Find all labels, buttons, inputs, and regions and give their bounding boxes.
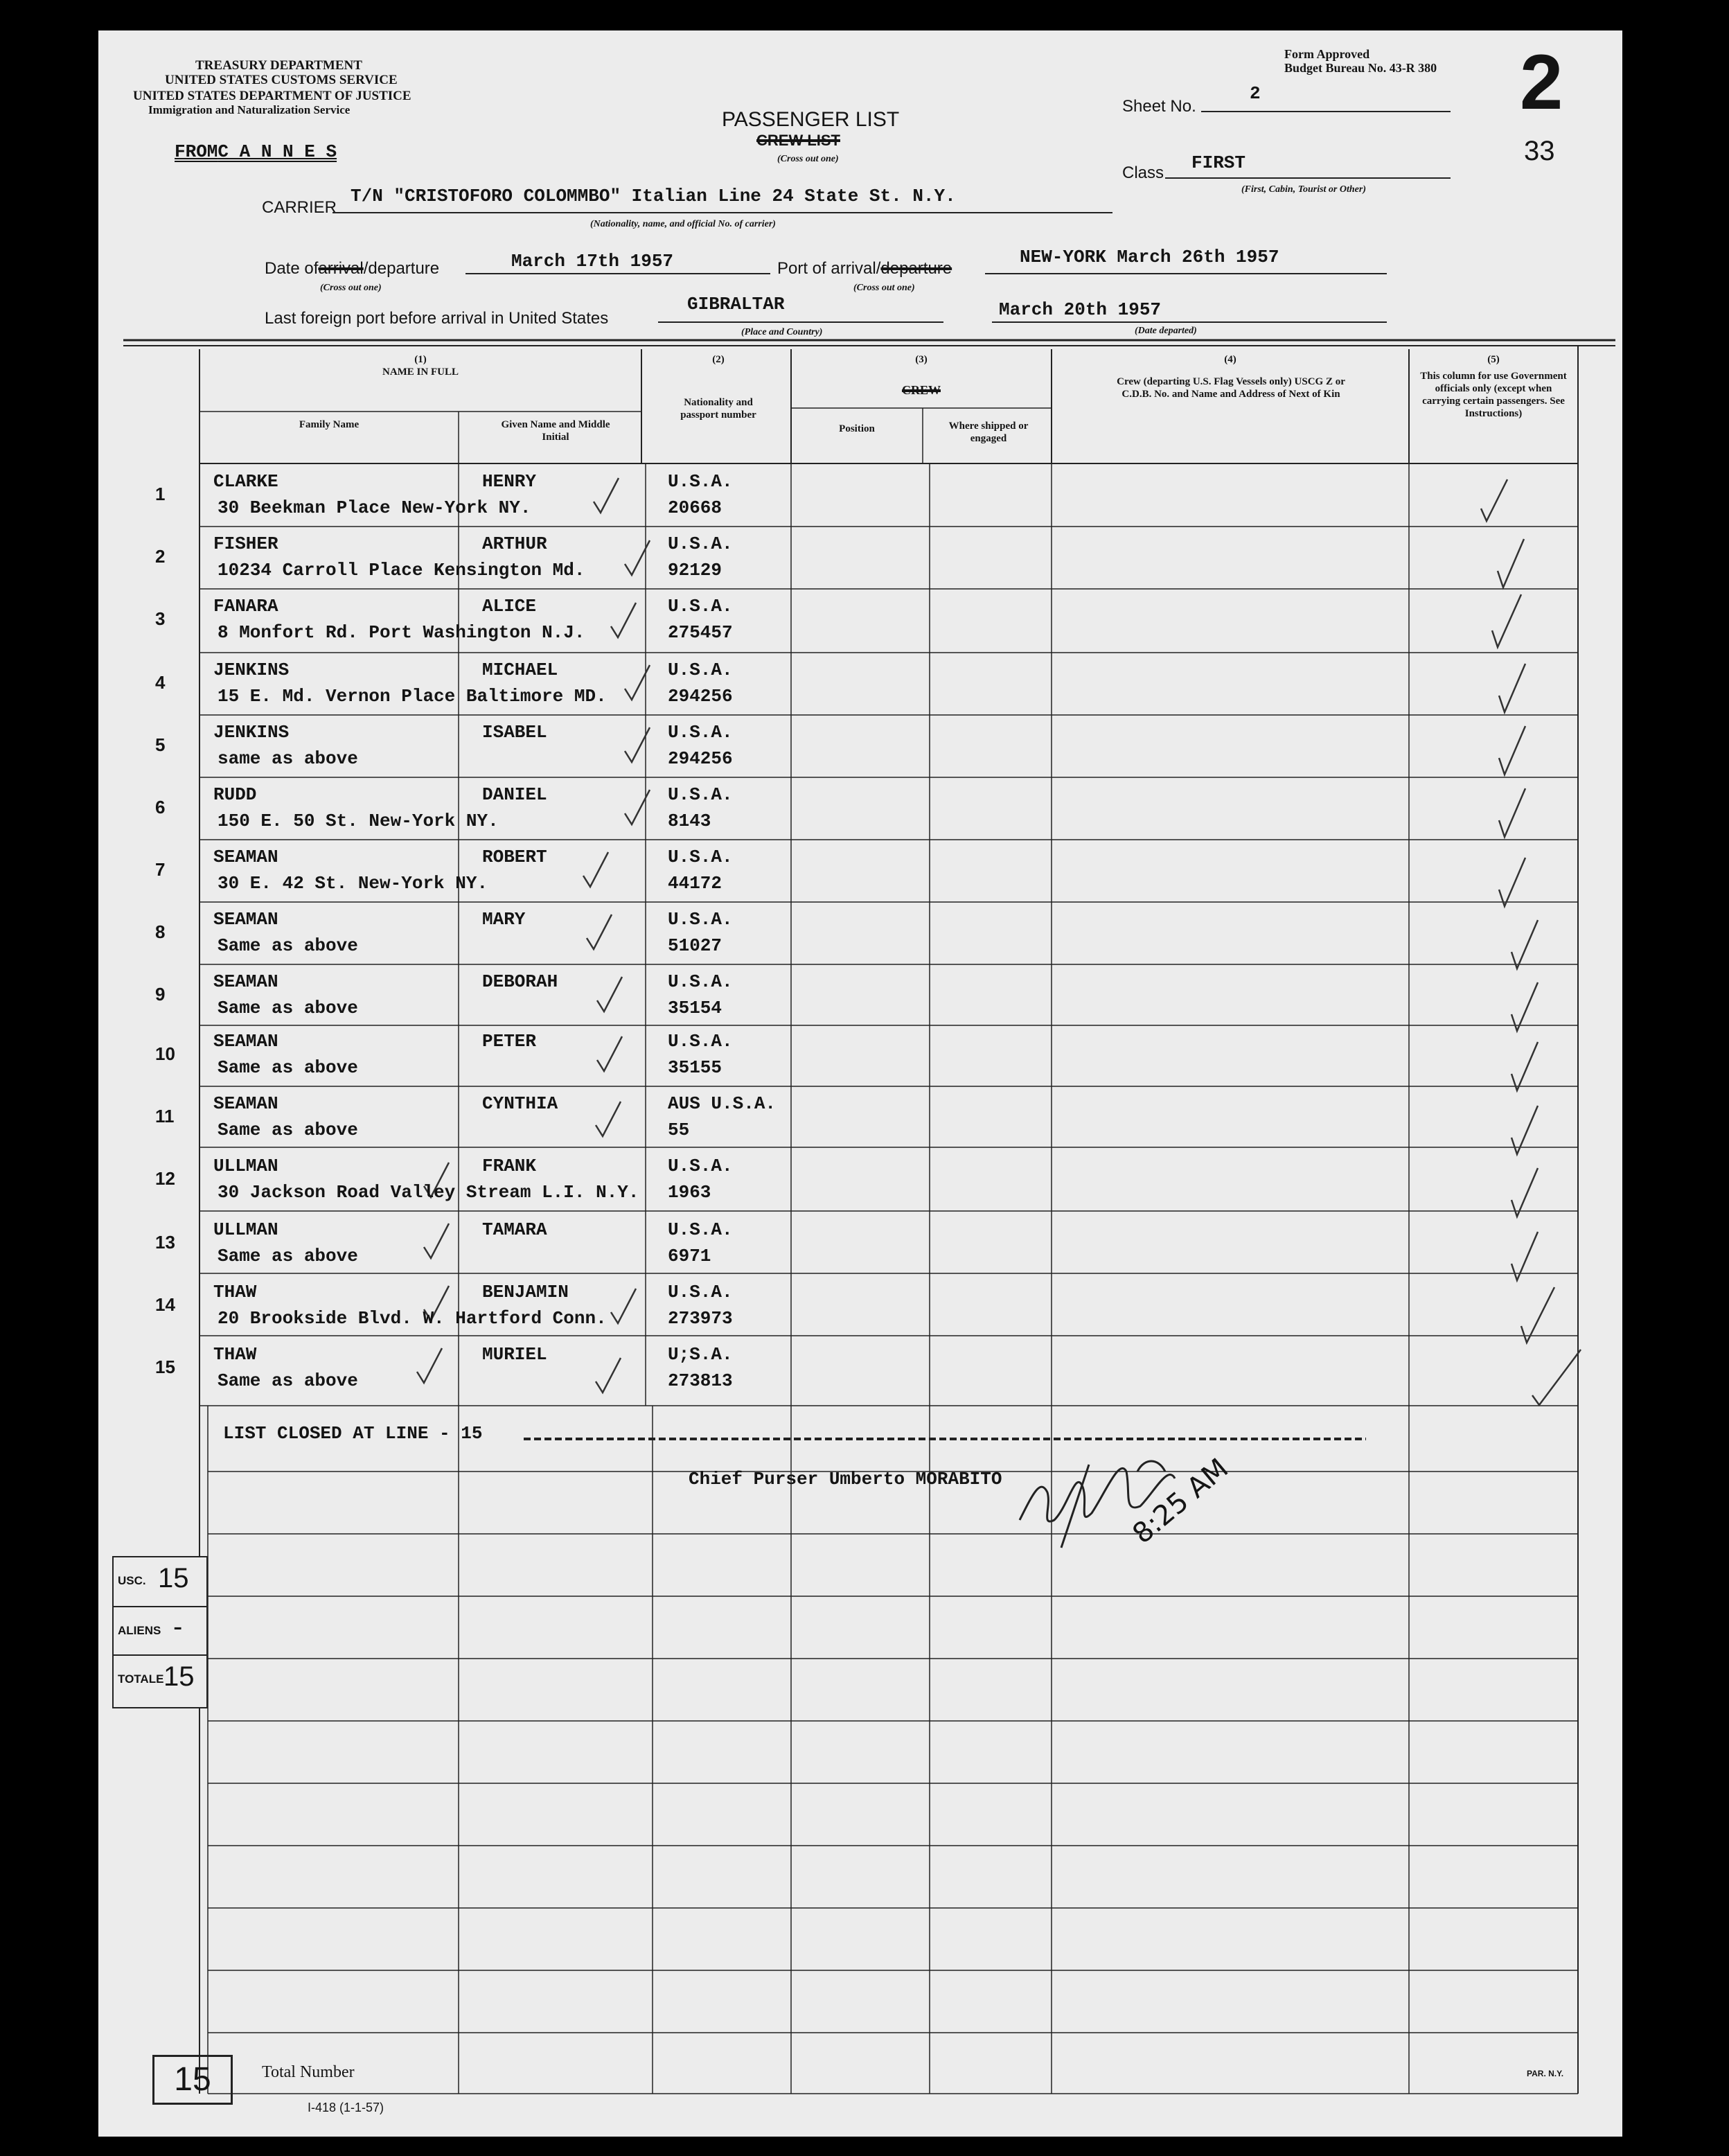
nationality: U.S.A. [668, 1031, 733, 1052]
class-label: Class [1122, 164, 1164, 182]
aliens-value: - [173, 1611, 183, 1642]
last-port-date: March 20th 1957 [999, 299, 1162, 320]
port-label-struck: departure [880, 259, 952, 278]
family-name: SEAMAN [213, 971, 278, 992]
passport-number: 51027 [668, 935, 722, 956]
given-name: ROBERT [482, 847, 547, 867]
passport-number: 55 [668, 1120, 690, 1140]
address: 10234 Carroll Place Kensington Md. [218, 560, 585, 581]
address: Same as above [218, 1370, 358, 1391]
passport-number: 1963 [668, 1182, 711, 1203]
usc-value: 15 [158, 1563, 189, 1593]
family-name: FISHER [213, 533, 278, 554]
port-label-a: Port of arrival/ [777, 259, 881, 278]
given-name: MICHAEL [482, 660, 558, 680]
address: 8 Monfort Rd. Port Washington N.J. [218, 622, 585, 643]
address: same as above [218, 748, 358, 769]
sheet-label: Sheet No. [1122, 97, 1196, 116]
nationality: U.S.A. [668, 596, 733, 617]
nationality: U.S.A. [668, 660, 733, 680]
address: Same as above [218, 1246, 358, 1266]
given-name: DANIEL [482, 784, 547, 805]
nationality: U.S.A. [668, 722, 733, 743]
family-name: FANARA [213, 596, 278, 617]
family-name-header: Family Name [299, 419, 360, 430]
family-name: SEAMAN [213, 1093, 278, 1114]
passport-number: 20668 [668, 497, 722, 518]
family-name: ULLMAN [213, 1156, 278, 1176]
row-number: 6 [155, 797, 166, 818]
passport-number: 8143 [668, 811, 711, 831]
nationality: U.S.A. [668, 909, 733, 930]
last-port-hint: (Place and Country) [741, 327, 823, 337]
nationality: U.S.A. [668, 533, 733, 554]
passport-number: 294256 [668, 686, 733, 707]
page-number: 33 [1524, 136, 1555, 166]
passport-number: 6971 [668, 1246, 711, 1266]
address: 20 Brookside Blvd. W. Hartford Conn. [218, 1308, 607, 1329]
carrier-label: CARRIER [262, 198, 337, 217]
given-name: CYNTHIA [482, 1093, 558, 1114]
passport-number: 35155 [668, 1057, 722, 1078]
row-number: 11 [155, 1106, 175, 1126]
col3-title-struck: CREW [901, 383, 941, 397]
address: 30 E. 42 St. New-York NY. [218, 873, 488, 894]
col5-title: This column for use Government officials only (except when carrying certain passengers. See Instructions) [1420, 371, 1567, 419]
row-number: 8 [155, 921, 166, 942]
date-label-a: Date of [265, 259, 319, 278]
list-closed: LIST CLOSED AT LINE - 15 [223, 1423, 483, 1444]
given-name: MURIEL [482, 1344, 547, 1365]
class-value: FIRST [1191, 152, 1246, 173]
class-hint: (First, Cabin, Tourist or Other) [1241, 184, 1366, 195]
row-number: 13 [155, 1232, 175, 1253]
totale-label: TOTALE [118, 1672, 164, 1686]
col2-number: (2) [712, 354, 725, 365]
arrival-port: NEW-YORK March 26th 1957 [1020, 247, 1279, 267]
nationality: U.S.A. [668, 971, 733, 992]
family-name: THAW [213, 1344, 257, 1365]
carrier-value: T/N "CRISTOFORO COLOMMBO" Italian Line 24 State St. N.Y. [351, 186, 956, 206]
address: Same as above [218, 935, 358, 956]
form-code: I-418 (1-1-57) [308, 2101, 384, 2114]
port-cross-out-hint: (Cross out one) [853, 283, 915, 293]
given-name: MARY [482, 909, 526, 930]
given-name: HENRY [482, 471, 537, 492]
col4-number: (4) [1224, 354, 1236, 365]
row-number: 15 [155, 1357, 175, 1377]
family-name: CLARKE [213, 471, 278, 492]
address: 150 E. 50 St. New-York NY. [218, 811, 499, 831]
row-number: 5 [155, 734, 166, 755]
row-number: 7 [155, 859, 166, 880]
total-number-label: Total Number [262, 2063, 355, 2081]
passport-number: 92129 [668, 560, 722, 581]
big-sheet-number: 2 [1520, 39, 1563, 125]
family-name: SEAMAN [213, 909, 278, 930]
nationality: AUS U.S.A. [668, 1093, 777, 1114]
last-port-date-hint: (Date departed) [1135, 326, 1197, 336]
passport-number: 273813 [668, 1370, 733, 1391]
nationality: U;S.A. [668, 1344, 733, 1365]
family-name: JENKINS [213, 722, 290, 743]
address: Same as above [218, 1057, 358, 1078]
form-title-struck: CREW LIST [756, 132, 840, 149]
family-name: JENKINS [213, 660, 290, 680]
address: 15 E. Md. Vernon Place Baltimore MD. [218, 686, 607, 707]
title-cross-out-hint: (Cross out one) [777, 154, 839, 164]
nationality: U.S.A. [668, 1156, 733, 1176]
given-name: TAMARA [482, 1219, 547, 1240]
sheet-value: 2 [1250, 83, 1261, 104]
nationality: U.S.A. [668, 784, 733, 805]
row-number: 4 [155, 672, 166, 693]
col1-number: (1) [414, 354, 427, 365]
totale-value: 15 [163, 1661, 195, 1692]
address: 30 Beekman Place New-York NY. [218, 497, 531, 518]
given-name: BENJAMIN [482, 1282, 569, 1302]
family-name: RUDD [213, 784, 257, 805]
signature-time: 8:25 AM [1126, 1452, 1234, 1550]
last-port-label: Last foreign port before arrival in United States [265, 309, 609, 328]
nationality: U.S.A. [668, 1219, 733, 1240]
port-label [777, 259, 952, 279]
family-name: ULLMAN [213, 1219, 278, 1240]
from-label: FROM [175, 141, 218, 162]
family-name: SEAMAN [213, 1031, 278, 1052]
family-name: THAW [213, 1282, 257, 1302]
row-number: 2 [155, 546, 166, 567]
col4-title: Crew (departing U.S. Flag Vessels only) USCG Z or C.D.B. No. and Name and Address of Next of Kin [1117, 376, 1345, 400]
passport-number: 294256 [668, 748, 733, 769]
row-number: 14 [155, 1294, 175, 1315]
date-cross-out-hint: (Cross out one) [320, 283, 382, 293]
col1-title: NAME IN FULL [382, 366, 459, 378]
form-grid [98, 30, 1622, 2137]
given-name: ARTHUR [482, 533, 547, 554]
usc-label: USC. [118, 1574, 146, 1587]
agency-line-1: TREASURY DEPARTMENT [195, 58, 362, 73]
shipped-header: Where shipped or engaged [948, 421, 1029, 444]
row-number: 10 [155, 1043, 175, 1064]
address: Same as above [218, 1120, 358, 1140]
total-number-box: 15 [152, 2055, 233, 2105]
row-number: 9 [155, 984, 166, 1005]
given-name: FRANK [482, 1156, 537, 1176]
address: Same as above [218, 998, 358, 1018]
date-label [265, 259, 439, 279]
passport-number: 35154 [668, 998, 722, 1018]
passport-number: 275457 [668, 622, 733, 643]
check-marks [417, 478, 1581, 1405]
passport-number: 273973 [668, 1308, 733, 1329]
date-label-b: /departure [363, 259, 440, 278]
nationality: U.S.A. [668, 471, 733, 492]
form-approved: Form Approved [1284, 47, 1370, 61]
nationality: U.S.A. [668, 847, 733, 867]
given-name-header: Given Name and Middle Initial [501, 419, 610, 443]
col1-header [200, 353, 641, 378]
from-value: C A N N E S [218, 141, 337, 162]
form-title: PASSENGER LIST [722, 108, 900, 131]
agency-line-4: Immigration and Naturalization Service [148, 103, 351, 116]
passport-number: 44172 [668, 873, 722, 894]
col2-title: Nationality and passport number [680, 397, 756, 421]
date-label-struck: arrival [318, 259, 364, 278]
agency-line-2: UNITED STATES CUSTOMS SERVICE [165, 73, 398, 87]
given-name: ALICE [482, 596, 537, 617]
carrier-hint: (Nationality, name, and official No. of carrier) [590, 219, 776, 229]
tally-box [112, 1556, 208, 1708]
agency-line-3: UNITED STATES DEPARTMENT OF JUSTICE [133, 89, 411, 103]
chief-purser: Chief Purser Umberto MORABITO [689, 1469, 1002, 1490]
row-number: 3 [155, 608, 166, 629]
col3-number: (3) [915, 354, 928, 365]
from-port [175, 141, 337, 162]
budget-bureau: Budget Bureau No. 43-R 380 [1284, 61, 1437, 75]
row-number: 1 [155, 484, 166, 504]
given-name: DEBORAH [482, 971, 558, 992]
row-number: 12 [155, 1168, 175, 1189]
last-port-value: GIBRALTAR [687, 294, 785, 315]
printer-mark: PAR. N.Y. [1527, 2069, 1564, 2078]
given-name: PETER [482, 1031, 537, 1052]
given-name: ISABEL [482, 722, 547, 743]
address: 30 Jackson Road Valley Stream L.I. N.Y. [218, 1182, 639, 1203]
passenger-list-sheet [98, 30, 1622, 2137]
col5-number: (5) [1487, 354, 1500, 365]
departure-date: March 17th 1957 [511, 251, 674, 272]
family-name: SEAMAN [213, 847, 278, 867]
position-header: Position [839, 423, 875, 434]
aliens-label: ALIENS [118, 1624, 161, 1637]
nationality: U.S.A. [668, 1282, 733, 1302]
